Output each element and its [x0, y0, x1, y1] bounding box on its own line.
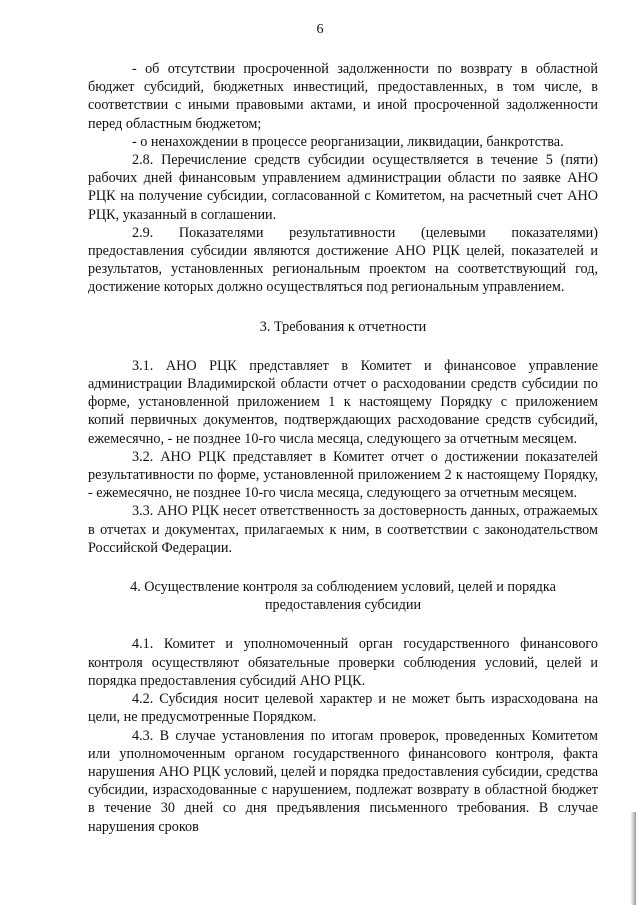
- paragraph-4-1: 4.1. Комитет и уполномоченный орган государственного финансового контроля осуществляют обязательные проверки соблюдения условий, целей и порядка предоставления субсидий АНО РЦК.: [88, 636, 598, 689]
- paragraph-3-1: 3.1. АНО РЦК представляет в Комитет и финансовое управление администрации Владимирской области отчет о расходовании средств субсидии по форме, установленной приложением 1 к настоящему Порядку с приложением копий первичных документов, подтверждающих расходование средств субсидий, ежемесячно, - не позднее 10-го числа месяца, следующего за отчетным месяцем.: [88, 357, 598, 447]
- section-4-heading-line-1: 4. Осуществление контроля за соблюдением условий, целей и порядка: [130, 579, 556, 596]
- paragraph-3-3: 3.3. АНО РЦК несет ответственность за достоверность данных, отражаемых в отчетах и документах, прилагаемых к ним, в соответствии с законодательством Российской Федерации.: [88, 503, 598, 556]
- paragraph-4-3: 4.3. В случае установления по итогам проверок, проведенных Комитетом или уполномоченным органом государственного финансового контроля, факта нарушения АНО РЦК условий, целей и порядка предоставления субсидии, средства субсидии, израсходованные с нарушением, подлежат возврату в областной бюджет в течение 30 дней со дня предъявления письменного требования. В случае нарушения сроков: [88, 727, 598, 835]
- page-number: 6: [316, 22, 324, 37]
- section-4-heading-line-2: предоставления субсидии: [264, 597, 422, 614]
- paragraph-no-reorganization: - о ненахождении в процессе реорганизации, ликвидации, банкротства.: [132, 133, 564, 150]
- paragraph-no-debt: - об отсутствии просроченной задолженности по возврату в областной бюджет субсидий, бюджетных инвестиций, предоставленных, в том числе, в соответствии с иными правовыми актами, и иной просроченной задолженности перед областным бюджетом;: [88, 61, 598, 132]
- document-body: [88, 60, 598, 836]
- paragraph-2-8: 2.8. Перечисление средств субсидии осуществляется в течение 5 (пяти) рабочих дней финансовым управлением администрации области по заявке АНО РЦК на получение субсидии, согласованной с Комитетом, на расчетный счет АНО РЦК, указанный в соглашении.: [88, 152, 598, 223]
- paragraph-4-2: 4.2. Субсидия носит целевой характер и не может быть израсходована на цели, не предусмотренные Порядком.: [88, 691, 598, 726]
- scan-page-edge-shadow: [630, 812, 636, 905]
- paragraph-2-9: 2.9. Показателями результативности (целевыми показателями) предоставления субсидии являются достижение АНО РЦК целей, показателей и результатов, установленных региональным проектом на соответствующий год, достижение которых должно осуществляться под региональным управлением.: [88, 224, 598, 296]
- section-4-heading: [88, 578, 598, 614]
- paragraph-3-2: 3.2. АНО РЦК представляет в Комитет отчет о достижении показателей результативности по форме, установленной приложением 2 к настоящему Порядку, - ежемесячно, не позднее 10-го числа месяца, следующего за отчетным месяцем.: [88, 448, 598, 502]
- section-3-heading: 3. Требования к отчетности: [259, 318, 427, 335]
